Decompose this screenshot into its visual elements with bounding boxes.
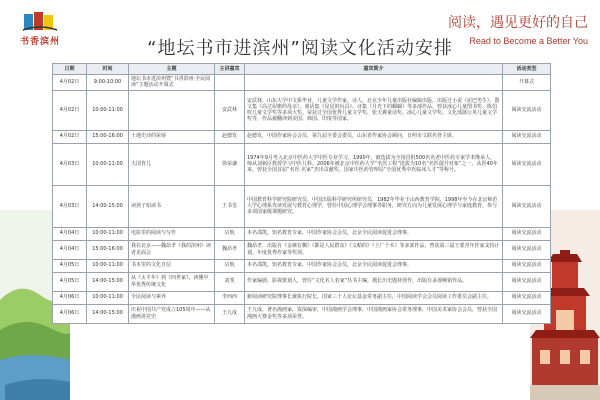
- table-row: [53, 304, 551, 323]
- cell-bio: 作家编剧、影视策划人，曾任“文化名人名家”丛书主编，擅长历史题材创作，出版有多部畅销作品。: [245, 272, 503, 291]
- cell-guest: 魏昂孝: [215, 240, 245, 259]
- cell-type: 阅读交流活动: [503, 227, 551, 240]
- schedule-body: [53, 75, 551, 324]
- table-row: [53, 130, 551, 143]
- cell-bio: 1974年9月考入北京中医药大学中医专业学习。1990年，被选拔为全国首批500名名老中医药专家学术继承人，师从刘弼臣教授学习中医儿科。2006年被北京中医药大学“名医工程”选拔为10名“名医提升对象”之一，从医40年来，曾获全国首届“名医·名家”杰出贡献奖，国家中医药管理局“全国优秀中医临床人才”等称号。: [245, 143, 503, 185]
- header-type: 活动类型: [503, 64, 551, 75]
- table-row: [53, 90, 551, 130]
- cell-date: 4月04日: [53, 227, 87, 240]
- cell-guest: [215, 75, 245, 91]
- cell-guest: 徐荣谦: [215, 143, 245, 185]
- cell-time: 10:00-11:00: [87, 143, 129, 185]
- cell-time: 10:00-11:00: [87, 90, 129, 130]
- cell-type: 阅读交流活动: [503, 259, 551, 272]
- cell-guest: 王九成: [215, 304, 245, 323]
- cell-topic: [129, 90, 215, 130]
- table-row: [53, 75, 551, 91]
- table-row: [53, 291, 551, 304]
- cell-bio: 安武林，山东大学中文系毕业，儿童文学作家，诗人，北京少年儿童出版社编辑出版。出版过小说《泥巴男生》、散文集《高过屋檐的母亲》、童话集《星星的玩具》、诗集《月光下的蝈蝈》等多部作品，曾获冰心儿童图书奖、陈伯吹儿童文学奖等多项大奖。荣获过全国优秀儿童文学奖、张天翼童话奖、冰心儿童文学奖、文化部蒲公英儿童文学奖等，作品被翻译到美国、韩国、印度等国家。: [245, 90, 503, 130]
- cell-date: 4月05日: [53, 272, 87, 291]
- cell-bio: [245, 75, 503, 91]
- cell-bio: 本名邵凯，知名教育专家，中国作家协会会员，北京全民阅读促进会理事。: [245, 227, 503, 240]
- cell-guest: 安武林: [215, 90, 245, 130]
- cell-time: 15:00-16:00: [87, 130, 129, 143]
- cell-type: 阅读交流活动: [503, 272, 551, 291]
- cell-date: 4月06日: [53, 291, 87, 304]
- cell-date: 4月02日: [53, 130, 87, 143]
- cell-topic: 全民阅读与素养: [129, 291, 215, 304]
- cell-topic: 从《太平年》到《四世家》，读懂中华优秀传统文化: [129, 272, 215, 291]
- table-row: [53, 143, 551, 185]
- cell-type: 阅读交流活动: [503, 90, 551, 130]
- cell-date: 4月02日: [53, 75, 87, 91]
- cell-date: 4月05日: [53, 259, 87, 272]
- cell-type: 阅读交流活动: [503, 240, 551, 259]
- header-time: 时间: [87, 64, 129, 75]
- cell-topic: 地坛书市进滨州暨“书香滨州·全民阅读”主题活动开幕式: [129, 75, 215, 91]
- cell-guest: 王书荃: [215, 185, 245, 227]
- table-row: [53, 259, 551, 272]
- cell-topic: 读孩子如读书: [129, 185, 215, 227]
- table-row: [53, 185, 551, 227]
- cell-time: 15:00-16:00: [87, 240, 129, 259]
- cell-guest: 启航: [215, 227, 245, 240]
- cell-date: 4月04日: [53, 240, 87, 259]
- cell-time: 10:00-11:00: [87, 259, 129, 272]
- cell-date: 4月03日: [53, 143, 87, 185]
- book-logo-icon: [22, 10, 58, 32]
- cell-date: 4月03日: [53, 185, 87, 227]
- cell-bio: 赵德发，中国作家协会会员，第九届全委会委员，山东省作家协会顾问，日照市文联名誉主席。: [245, 130, 503, 143]
- cell-guest: 赵德发: [215, 130, 245, 143]
- table-row: [53, 240, 551, 259]
- cell-topic: 书本里的文化自信: [129, 259, 215, 272]
- cell-type: 阅读交流活动: [503, 143, 551, 185]
- slogan-en: Read to Become a Better You: [469, 36, 588, 46]
- cell-bio: 魏昂孝，出版有《金寨在飘》《都是人民群众》《文蛤的》《土广个木》等多部作品，曾获第三届王蒙青年作家支持计划、年度优秀作家等奖项。: [245, 240, 503, 259]
- cell-bio: 王九成，著名漫画家，资深编审，中国漫画学会理事，中国漫画家协会常务理事，中国美术家协会会员，曾获全国漫画大赛金奖等多项荣誉。: [245, 304, 503, 323]
- cell-time: 14:00-15:00: [87, 304, 129, 323]
- cell-bio: 本名邵凯，知名教育专家，中国作家协会会员，北京全民阅读促进会理事。: [245, 259, 503, 272]
- cell-topic: 我在北京——魏昂孝《我的滨州》读者见面会: [129, 240, 215, 259]
- cell-type: 阅读交流活动: [503, 130, 551, 143]
- cell-bio: 中国教育科学研究院研究员，中国出版科学研究所研究员，1982年毕业于山西教育学院，1998年至今在北京师范大学心理系攻读发展与教育心理学，曾任中国心理学会理事等职务，研究方向为儿童发展心理学与家庭教育，参与多项国家级课题研究。: [245, 185, 503, 227]
- cell-guest: 李西西: [215, 291, 245, 304]
- cell-guest: 启航: [215, 259, 245, 272]
- cell-type: 阅读交流活动: [503, 304, 551, 323]
- cell-guest: 刘斐: [215, 272, 245, 291]
- slogan-cn: 阅读，遇见更好的自己: [448, 15, 588, 31]
- logo-text: 书香滨州: [19, 37, 60, 47]
- cell-time: 10:00-11:00: [87, 227, 129, 240]
- cell-date: 4月02日: [53, 90, 87, 130]
- header-topic: 主题: [129, 64, 215, 75]
- cell-date: 4月06日: [53, 304, 87, 323]
- table-header-row: [53, 64, 551, 75]
- cell-topic: 土地史诗的荣辱: [129, 130, 215, 143]
- cell-topic: 大国育儿: [129, 143, 215, 185]
- cell-time: 9:00-10:00: [87, 75, 129, 91]
- cell-type: 开幕式: [503, 75, 551, 91]
- cell-topic: 电影里的阅读与写作: [129, 227, 215, 240]
- table-row: [53, 272, 551, 291]
- header-date: 日期: [53, 64, 87, 75]
- cell-time: 14:00-15:00: [87, 185, 129, 227]
- page-title: “地坛书市进滨州”阅读文化活动安排: [147, 38, 453, 59]
- cell-time: 10:00-11:00: [87, 291, 129, 304]
- cell-bio: 新阅读研究院理事长兼执行院长，国家三十人论坛基金常务副主任，中国阅读学会会员阅读工作委员会副主任。: [245, 291, 503, 304]
- cell-type: 阅读交流活动: [503, 185, 551, 227]
- header-guest: 主讲嘉宾: [215, 64, 245, 75]
- header-bio: 嘉宾简介: [245, 64, 503, 75]
- cell-time: 14:00-15:00: [87, 272, 129, 291]
- schedule-table: [52, 63, 551, 324]
- table-row: [53, 227, 551, 240]
- cell-type: 阅读交流活动: [503, 291, 551, 304]
- cell-topic: 庆祝中国共产党成立105周年——从漫画讲党史: [129, 304, 215, 323]
